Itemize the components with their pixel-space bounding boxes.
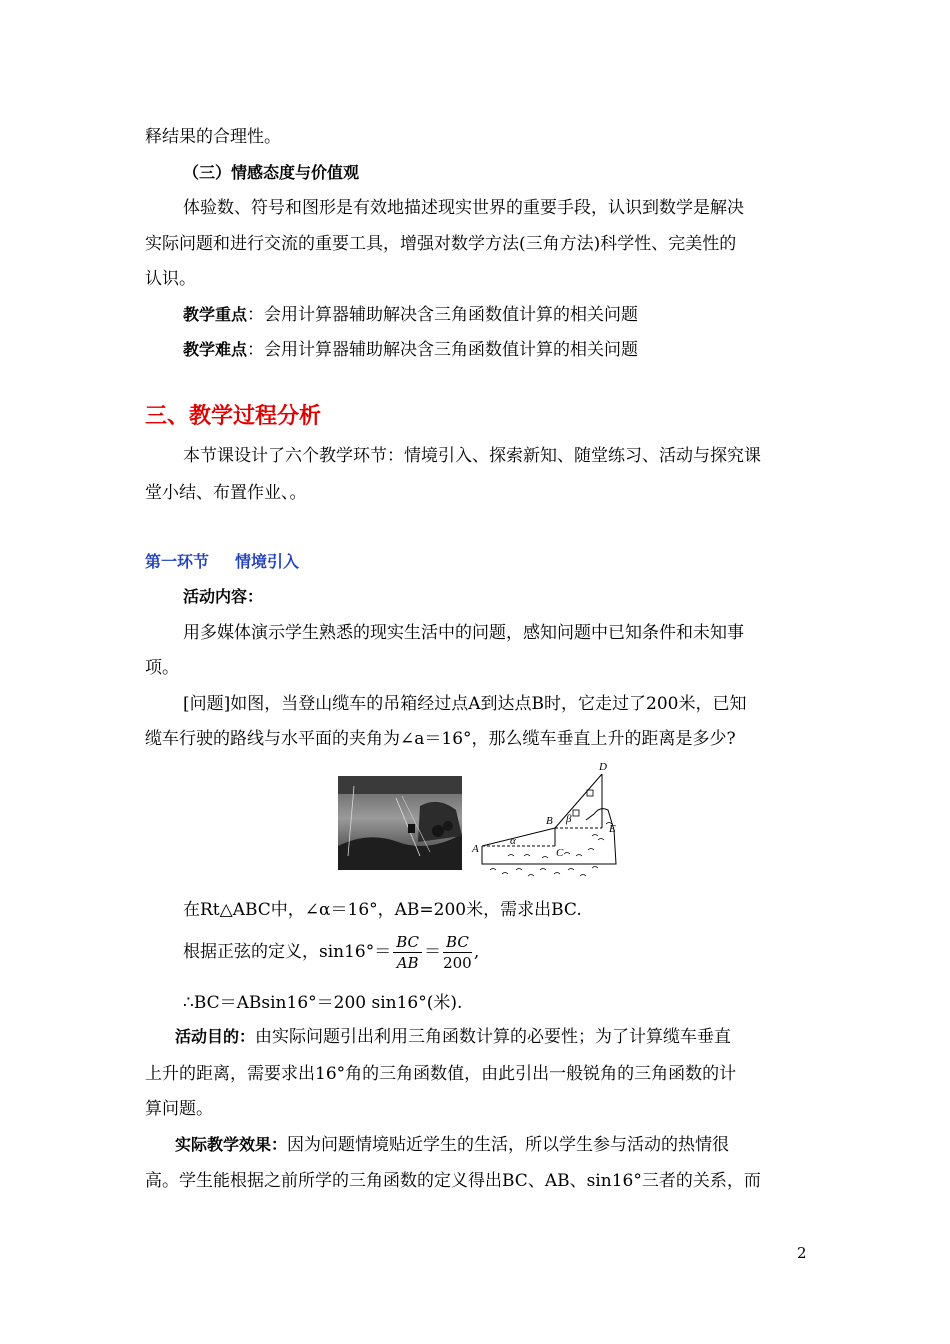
fraction-numerator: BC [443, 932, 472, 953]
point-label-d: D [599, 761, 607, 773]
page-number: 2 [797, 1244, 807, 1262]
fraction-denominator: AB [396, 954, 419, 972]
cable-car-diagram [468, 760, 628, 886]
paragraph-line: 释结果的合理性。 [145, 127, 281, 147]
stage-heading [145, 551, 299, 573]
fraction-bc-200 [443, 932, 472, 973]
point-label-b: B [546, 815, 553, 827]
subheading-emotion: （三）情感态度与价值观 [183, 163, 360, 182]
paragraph-line: 实际问题和进行交流的重要工具，增强对数学方法(三角方法)科学性、完美性的 [145, 234, 737, 254]
paragraph-line: 体验数、符号和图形是有效地描述现实世界的重要手段，认识到数学是解决 [183, 198, 744, 218]
paragraph-line: 认识。 [145, 269, 196, 289]
paragraph-line: 算问题。 [145, 1099, 213, 1119]
sine-equation-prefix: 根据正弦的定义，sin16°＝ [183, 942, 392, 962]
paragraph-line: 上升的距离，需要求出16°角的三角函数值，由此引出一般锐角的三角函数的计 [145, 1064, 737, 1084]
equals-sign: ＝ [424, 942, 442, 962]
sine-equation [183, 932, 479, 973]
purpose-text: 由实际问题引出利用三角函数计算的必要性；为了计算缆车垂直 [255, 1027, 732, 1047]
paragraph-line: 项。 [145, 658, 179, 678]
stage-title: 情境引入 [235, 552, 300, 571]
sine-equation-suffix: , [473, 942, 480, 962]
angle-label-alpha: α [510, 835, 516, 847]
difficult-point-text: ：会用计算器辅助解决含三角函数值计算的相关问题 [247, 340, 639, 360]
key-point-label: 教学重点 [183, 305, 248, 324]
key-point-line [183, 304, 638, 326]
point-label-a: A [472, 843, 479, 855]
fraction-denominator: 200 [443, 954, 472, 972]
therefore-line: ∴BC＝ABsin16°＝200 sin16°(米). [183, 993, 463, 1013]
effect-label: 实际教学效果： [175, 1135, 288, 1154]
paragraph-line: [问题]如图，当登山缆车的吊箱经过点A到达点B时，它走过了200米，已知 [183, 694, 747, 714]
effect-line [175, 1134, 729, 1156]
purpose-label: 活动目的： [175, 1027, 256, 1046]
difficult-point-line [183, 339, 638, 361]
fraction-bc-ab [393, 932, 422, 973]
point-label-e: E [609, 823, 616, 835]
angle-label-beta: β [566, 813, 572, 825]
point-label-c: C [556, 847, 564, 859]
paragraph-line: 用多媒体演示学生熟悉的现实生活中的问题，感知问题中已知条件和未知事 [183, 623, 744, 643]
activity-label: 活动内容： [183, 587, 264, 606]
stage-number: 第一环节 [145, 552, 210, 571]
cable-car-photo [338, 776, 462, 870]
difficult-point-label: 教学难点 [183, 340, 248, 359]
paragraph-line: 在Rt△ABC中，∠α＝16°，AB=200米，需求出BC. [183, 900, 582, 920]
effect-text: 因为问题情境贴近学生的生活，所以学生参与活动的热情很 [287, 1135, 730, 1155]
paragraph-line: 本节课设计了六个教学环节：情境引入、探索新知、随堂练习、活动与探究课 [183, 446, 761, 466]
paragraph-line: 堂小结、布置作业、。 [145, 483, 307, 503]
paragraph-line: 高。学生能根据之前所学的三角函数的定义得出BC、AB、sin16°三者的关系，而 [145, 1171, 761, 1191]
fraction-numerator: BC [393, 932, 422, 953]
purpose-line [175, 1026, 731, 1048]
paragraph-line: 缆车行驶的路线与水平面的夹角为∠a＝16°，那么缆车垂直上升的距离是多少? [145, 729, 736, 749]
section-title: 三、教学过程分析 [145, 404, 322, 429]
key-point-text: ：会用计算器辅助解决含三角函数值计算的相关问题 [247, 305, 639, 325]
